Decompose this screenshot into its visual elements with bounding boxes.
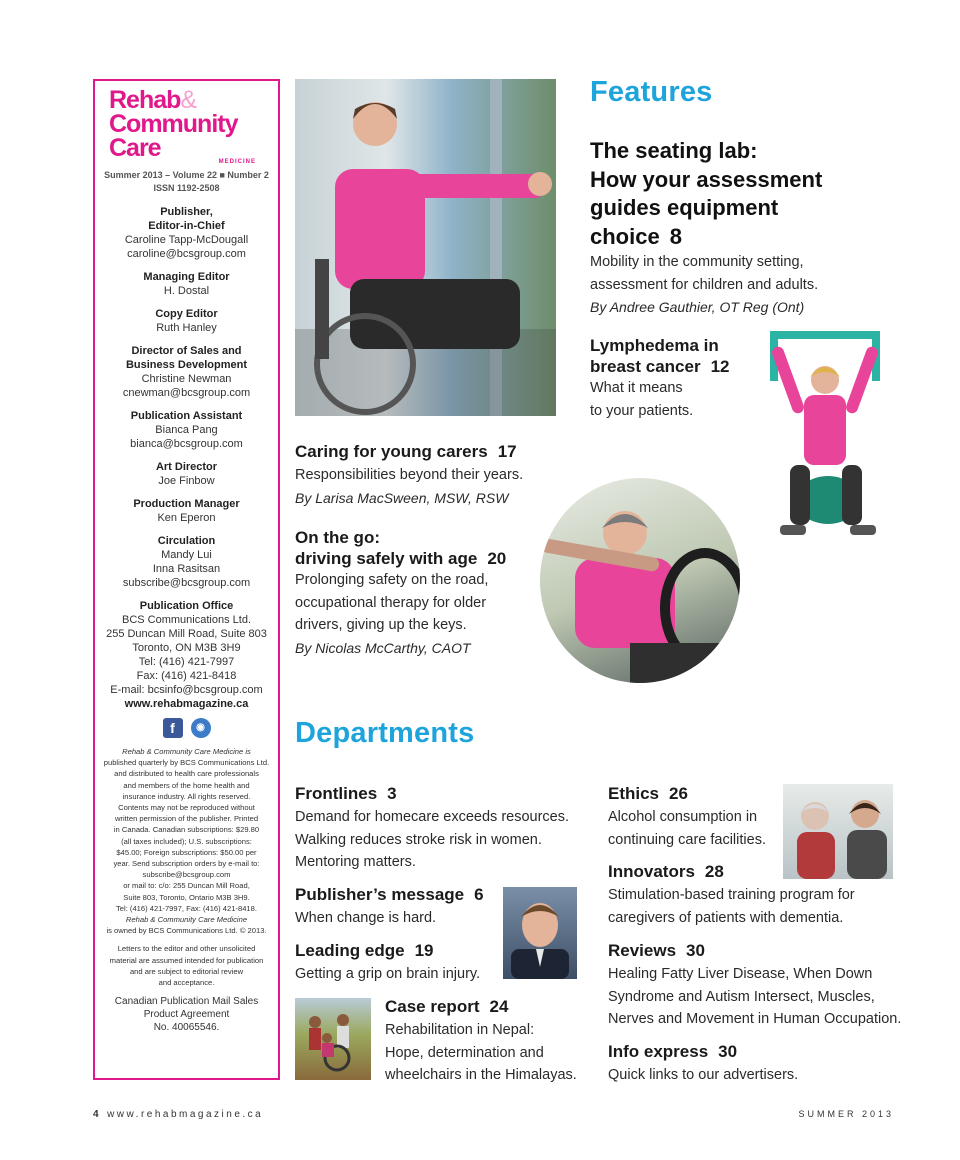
feature-lymphedema[interactable]: Lymphedema in breast cancer 12 What it means to your patients. xyxy=(590,336,730,419)
dept-publishers-message[interactable]: Publisher’s message 6 When change is hard. xyxy=(295,885,484,926)
staff-publication-assistant: Publication Assistant Bianca Pang bianca@bcsgroup.com xyxy=(130,409,243,450)
footer-url: www.rehabmagazine.ca xyxy=(107,1109,264,1120)
page-number: 17 xyxy=(497,442,517,461)
feature-driving[interactable]: On the go: driving safely with age 20 Prolonging safety on the road, occupational therapy for older drivers, giving up the keys. By Nicolas McCarthy, CAOT xyxy=(295,528,507,656)
letters-note: Letters to the editor and other unsolicited material are assumed intended for publication and are subject to editorial review and acceptance. xyxy=(109,944,264,987)
dept-case-report[interactable]: Case report 24 Rehabilitation in Nepal: Hope, determination and wheelchairs in the Himalayas. xyxy=(385,997,577,1083)
page-number: 8 xyxy=(669,223,682,249)
page-number: 3 xyxy=(387,784,397,803)
footer-season: SUMMER 2013 xyxy=(798,1109,894,1119)
social-links xyxy=(101,718,272,738)
page-number: 30 xyxy=(686,941,705,960)
publisher-portrait-photo xyxy=(503,887,577,979)
lymphedema-exercise-photo xyxy=(760,325,890,555)
page-number: 6 xyxy=(474,885,484,904)
page-number: 20 xyxy=(487,549,507,568)
dept-leading-edge[interactable]: Leading edge 19 Getting a grip on brain injury. xyxy=(295,941,481,982)
masthead-box xyxy=(93,79,280,1080)
feature-young-carers[interactable]: Caring for young carers 17 Responsibilities beyond their years. By Larisa MacSween, MSW, RSW xyxy=(295,442,524,506)
page-number: 28 xyxy=(704,862,724,881)
page-number: 4 xyxy=(93,1109,102,1120)
staff-art-director: Art Director Joe Finbow xyxy=(155,460,218,487)
page-number: 26 xyxy=(669,784,688,803)
dept-reviews[interactable]: Reviews 30 Healing Fatty Liver Disease, When Down Syndrome and Autism Intersect, Muscles, Nerves and Movement in Human Occupation. xyxy=(608,941,902,1027)
staff-publisher: Publisher, Editor-in-Chief Caroline Tapp-McDougall caroline@bcsgroup.com xyxy=(124,205,249,260)
dept-ethics[interactable]: Ethics 26 Alcohol consumption in continuing care facilities. xyxy=(608,784,766,848)
issue-info: Summer 2013 – Volume 22 ■ Number 2 xyxy=(104,169,269,180)
staff-circulation: Circulation Mandy Lui Inna Rasitsan subscribe@bcsgroup.com xyxy=(122,534,251,589)
magazine-logo: Rehab& Community Care MEDICINE xyxy=(109,86,256,166)
facebook-icon[interactable]: f xyxy=(163,718,183,738)
website-link[interactable]: www.rehabmagazine.ca xyxy=(124,697,249,710)
dept-frontlines[interactable]: Frontlines 3 Demand for homecare exceeds resources. Walking reduces stroke risk in women. Mentoring matters. xyxy=(295,784,570,870)
mail-agreement: Canadian Publication Mail Sales Product Agreement No. 40065546. xyxy=(114,996,259,1034)
page-number: 19 xyxy=(414,941,434,960)
driving-photo xyxy=(540,478,740,683)
wheelchair-exercise-photo xyxy=(295,79,556,416)
features-heading: Features xyxy=(590,76,713,108)
rss-icon[interactable]: ◉ xyxy=(191,718,211,738)
footer-page-url xyxy=(93,1109,263,1120)
page-number: 12 xyxy=(710,357,730,376)
publication-office: Publication Office BCS Communications Ltd. 255 Duncan Mill Road, Suite 803 Toronto, ON M3B 3H9 Tel: (416) 421-7997 Fax: (416) 421-8418 E-mail: bcsinfo@bcsgroup.com www.rehabmagazine.ca xyxy=(101,599,272,712)
staff-copy-editor: Copy Editor Ruth Hanley xyxy=(155,307,218,334)
staff-managing-editor: Managing Editor H. Dostal xyxy=(143,270,230,297)
feature-seating-lab[interactable]: The seating lab: How your assessment guides equipment choice 8 Mobility in the community setting, assessment for children and adults. By Andree Gauthier, OT Reg (Ont) xyxy=(590,138,823,315)
page-number: 24 xyxy=(489,997,509,1016)
publication-fine-print: Rehab & Community Care Medicine is published quarterly by BCS Communications Ltd. and distributed to health care professionals and members of the home health and insurance industry. All rights reserved. Contents may not be reproduced without written permission of the publisher. Printed in Canada. Canadian subscriptions: $29.80 (all taxes included); U.S. subscriptions: $45.00; Foreign subscriptions: $50.00 per year. Send subscription orders by e-mail to: subscribe@bcsgroup.com or mail to: c/o: 255 Duncan Mill Road, Suite 803, Toronto, Ontario M3B 3H9. Tel: (416) 421-7997, Fax: (416) 421-8418. Rehab & Community Care Medicine is owned by BCS Communications Ltd. © 2013. xyxy=(103,746,270,936)
staff-sales-director: Director of Sales and Business Development Christine Newman cnewman@bcsgroup.com xyxy=(122,344,251,399)
page-number: 30 xyxy=(718,1042,738,1061)
departments-heading: Departments xyxy=(295,717,475,749)
dept-innovators[interactable]: Innovators 28 Stimulation-based training program for caregivers of patients with dementia. xyxy=(608,862,855,926)
nepal-wheelchair-photo xyxy=(295,998,371,1080)
dept-info-express[interactable]: Info express 30 Quick links to our advertisers. xyxy=(608,1042,799,1083)
issn: ISSN 1192-2508 xyxy=(153,182,220,193)
staff-production-manager: Production Manager Ken Eperon xyxy=(133,497,240,524)
